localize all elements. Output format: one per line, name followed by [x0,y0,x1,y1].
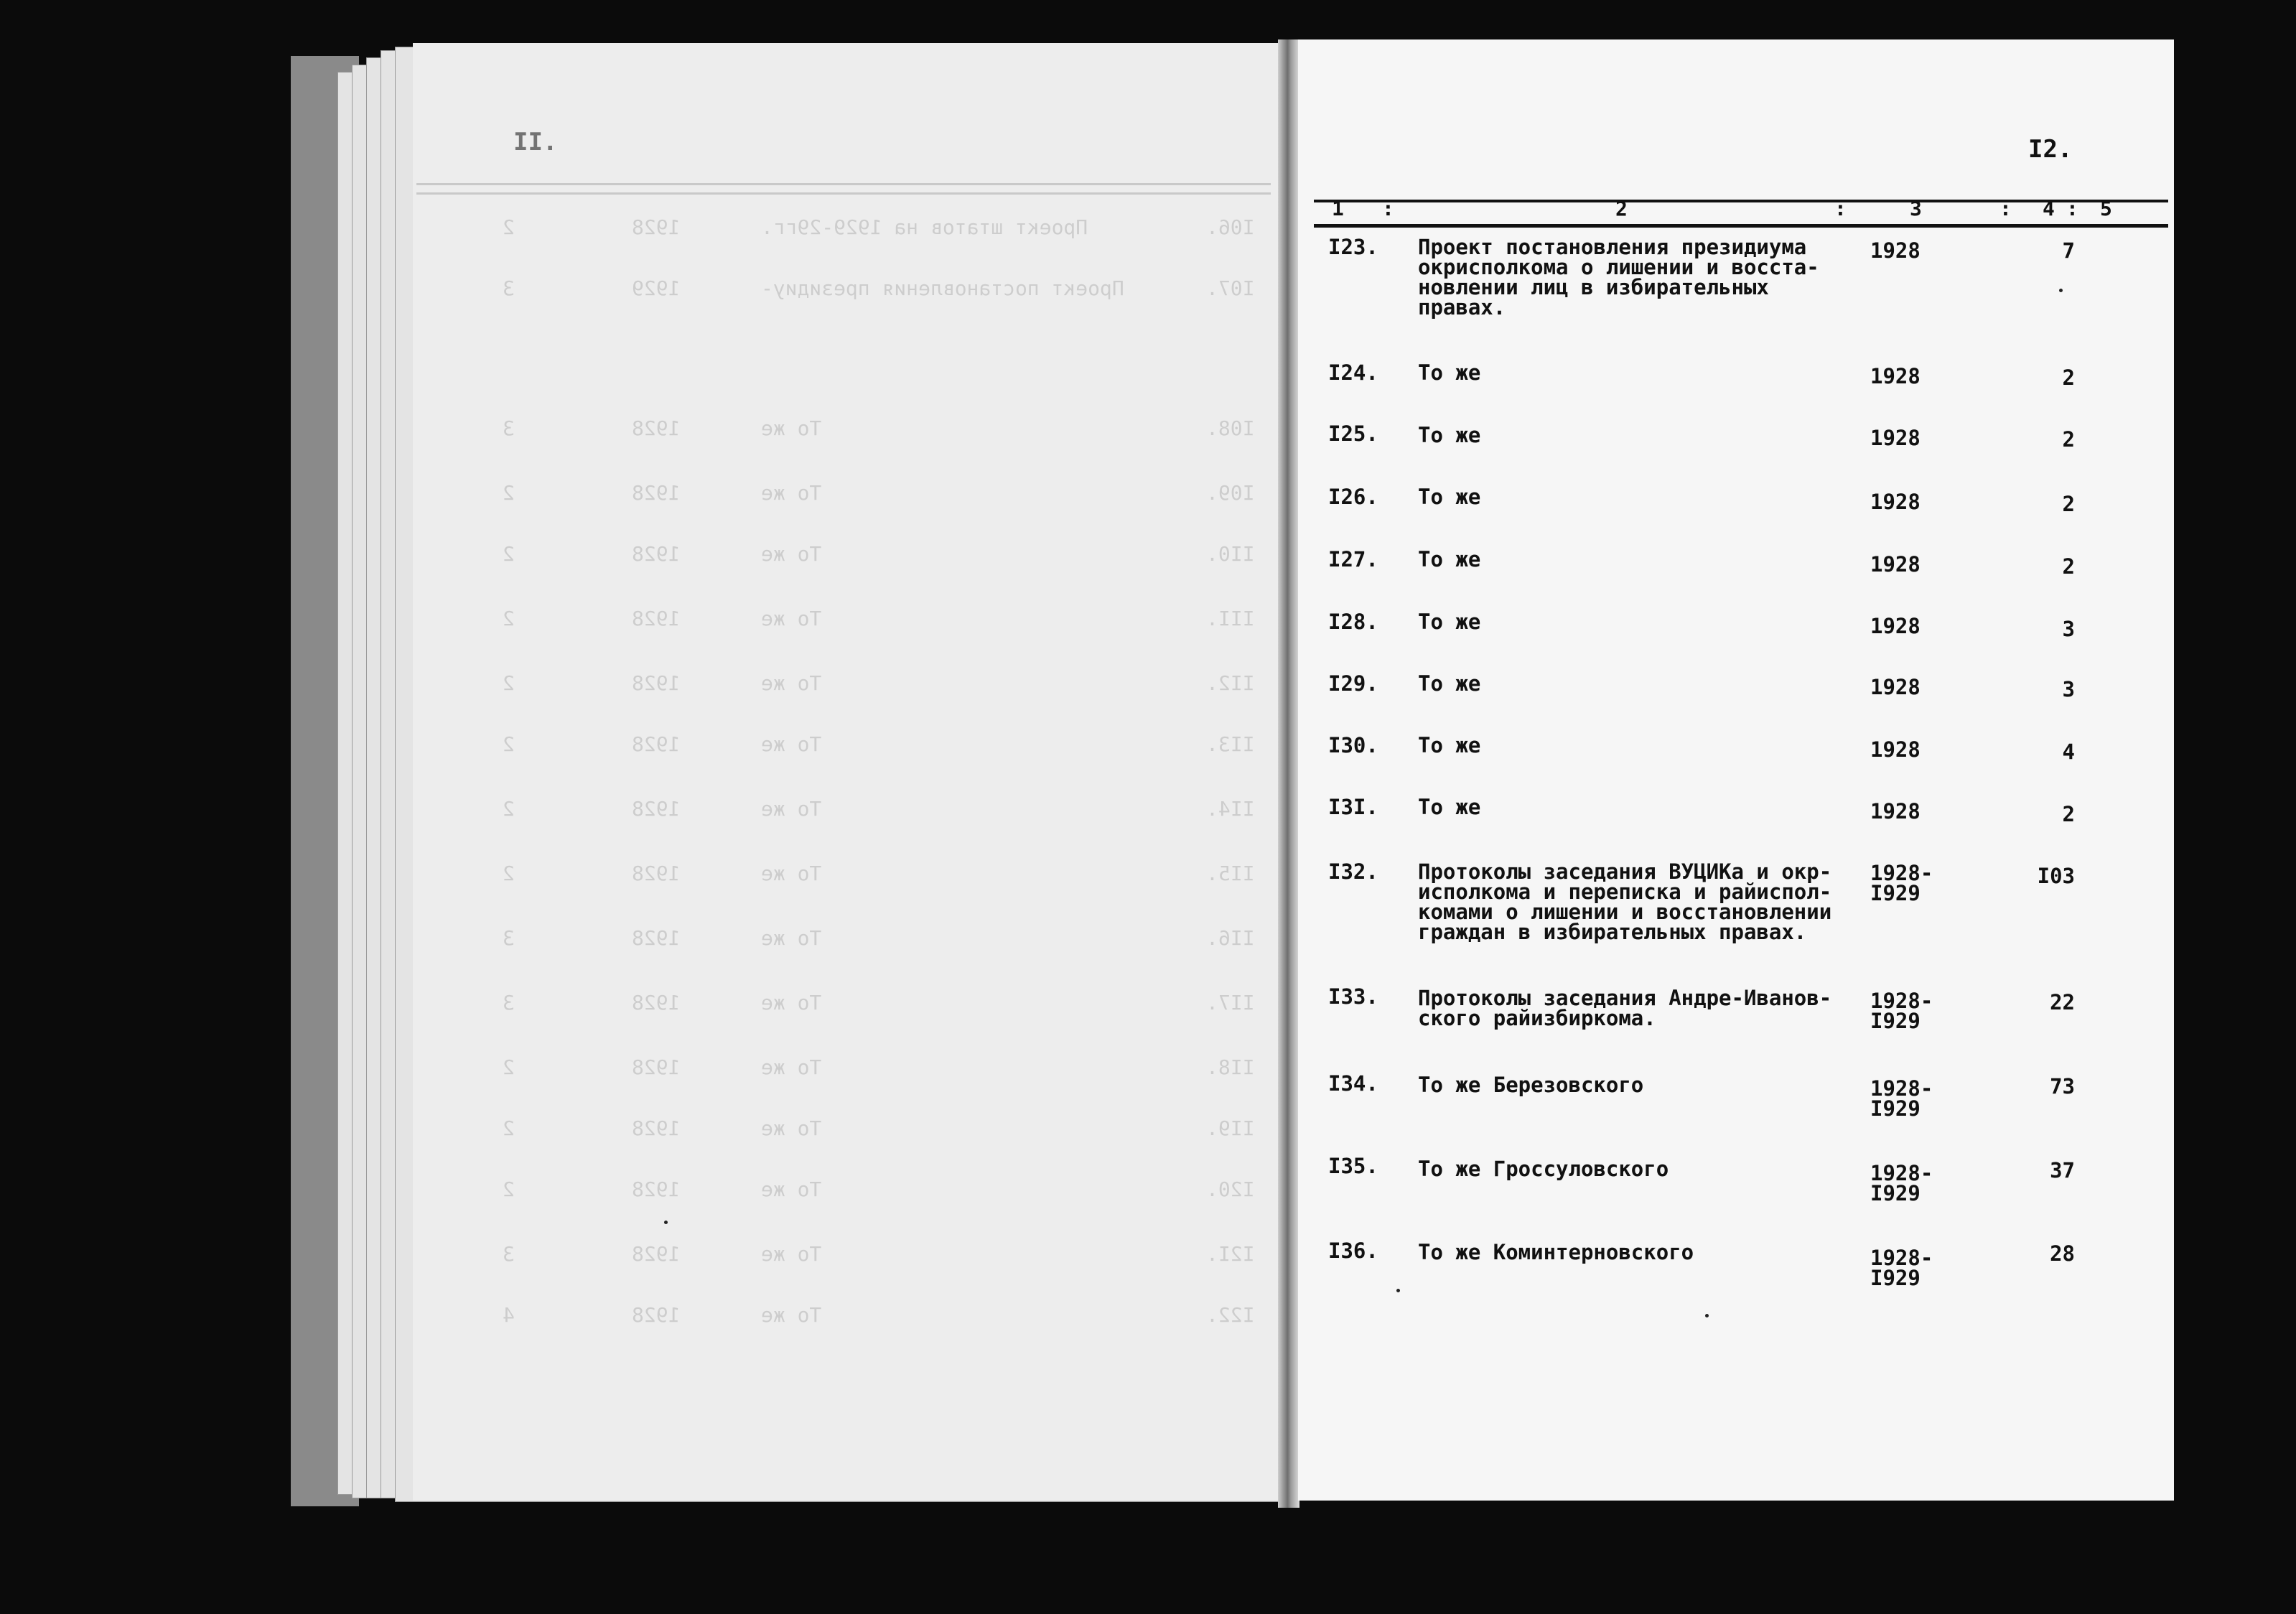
ghost-year: 1928 [632,1242,681,1266]
ghost-no: III. [1206,607,1255,630]
ghost-year: 1928 [632,481,681,505]
ghost-no: II8. [1206,1055,1255,1079]
row-years: 1928- I929 [1870,861,1933,905]
row-title: То же [1418,795,1481,819]
paper-speck [1705,1314,1709,1317]
ghost-year: 1928 [632,862,681,885]
right-page-number: I2. [2028,135,2073,164]
ghost-year: 1928 [632,991,681,1014]
ghost-year: 1928 [632,607,681,630]
ghost-year: 1928 [632,1303,681,1327]
ghost-title: То же [761,1242,822,1266]
ghost-no: I06. [1206,215,1255,239]
row-years: 1928 [1870,614,1921,638]
ghost-title: То же [761,1116,822,1140]
ghost-title: То же [761,1177,822,1201]
row-number: I36. [1328,1239,1378,1263]
paper-speck [1396,1289,1400,1292]
row-number: I26. [1328,485,1378,509]
row-title: То же [1418,485,1481,509]
row-sheet-count: 2 [2062,802,2075,826]
row-number: I33. [1328,984,1378,1009]
row-title: Протоколы заседания Андре-Иванов- ского райизбиркома. [1418,986,1832,1030]
book-gutter [1278,39,1299,1508]
ghost-year: 1929 [632,276,681,300]
ghost-sheets: 3 [503,926,515,950]
ghost-sheets: 3 [503,1242,515,1266]
row-number: I30. [1328,733,1378,757]
ghost-title: То же [761,1055,822,1079]
row-number: I23. [1328,235,1378,259]
ghost-sheets: 4 [503,1303,515,1327]
ghost-sheets: 2 [503,1177,515,1201]
ghost-year: 1928 [632,926,681,950]
col-header-3: 3 [1910,197,1922,220]
col-header-4: 4 [2043,197,2055,220]
ghost-title: Проект постановления президиу- [761,276,1124,300]
ghost-year: 1928 [632,416,681,440]
row-number: I35. [1328,1154,1378,1178]
row-sheet-count: 37 [2050,1158,2075,1182]
row-years: 1928 [1870,490,1921,514]
ghost-title: То же [761,926,822,950]
row-title: То же [1418,423,1481,447]
row-number: I25. [1328,421,1378,446]
ghost-sheets: 2 [503,1055,515,1079]
header-rule-bottom [1314,224,2168,228]
row-sheet-count: 73 [2050,1074,2075,1098]
ghost-year: 1928 [632,1177,681,1201]
ghost-no: I20. [1206,1177,1255,1201]
ghost-title: То же [761,991,822,1014]
ghost-no: I2I. [1206,1242,1255,1266]
ghost-year: 1928 [632,542,681,566]
ghost-sheets: 2 [503,671,515,695]
row-title: То же [1418,547,1481,572]
left-header-rule [416,183,1271,185]
ghost-title: То же [761,862,822,885]
ghost-no: II4. [1206,797,1255,821]
row-title: То же [1418,733,1481,757]
col-separator: : [1834,197,1847,220]
row-number: I29. [1328,671,1378,696]
left-page [413,43,1285,1501]
row-years: 1928- I929 [1870,989,1933,1033]
row-title: То же [1418,360,1481,385]
row-title: То же Гроссуловского [1418,1157,1669,1181]
ghost-year: 1928 [632,732,681,756]
row-years: 1928- I929 [1870,1076,1933,1121]
row-title: Проект постановления президиума окрисполкома о лишении и восста- новлении лиц в избирательных правах. [1418,235,1819,319]
ghost-sheets: 2 [503,862,515,885]
left-header-rule [416,192,1271,195]
ghost-year: 1928 [632,797,681,821]
row-years: 1928 [1870,675,1921,699]
ghost-no: II6. [1206,926,1255,950]
ghost-title: То же [761,542,822,566]
ghost-title: То же [761,671,822,695]
row-number: I34. [1328,1071,1378,1096]
ghost-no: I08. [1206,416,1255,440]
col-header-5: 5 [2100,197,2112,220]
row-number: I28. [1328,610,1378,634]
ghost-sheets: 3 [503,276,515,300]
col-separator: : [2066,197,2078,220]
header-rule-top [1314,200,2168,202]
row-sheet-count: 2 [2062,554,2075,579]
row-years: 1928 [1870,552,1921,577]
ghost-title: То же [761,607,822,630]
paper-speck [2059,289,2063,292]
row-number: I3I. [1328,795,1378,819]
ghost-sheets: 2 [503,481,515,505]
left-page-number: II. [513,128,558,157]
ghost-sheets: 2 [503,732,515,756]
row-years: 1928 [1870,426,1921,450]
row-years: 1928- I929 [1870,1246,1933,1290]
col-header-2: 2 [1615,197,1628,220]
row-years: 1928 [1870,238,1921,263]
row-title: То же Коминтерновского [1418,1240,1694,1264]
row-years: 1928 [1870,799,1921,824]
ghost-no: I07. [1206,276,1255,300]
ghost-year: 1928 [632,1116,681,1140]
ghost-no: II3. [1206,732,1255,756]
row-sheet-count: 7 [2062,238,2075,263]
ghost-sheets: 2 [503,542,515,566]
row-sheet-count: 22 [2050,990,2075,1014]
row-sheet-count: 28 [2050,1241,2075,1266]
ghost-sheets: 2 [503,1116,515,1140]
row-title: Протоколы заседания ВУЦИКа и окр- исполкома и переписка и райиспол- комами о лишении и восстановлении граждан в избирательных правах. [1418,859,1832,944]
row-sheet-count: 4 [2062,740,2075,764]
ghost-sheets: 3 [503,416,515,440]
row-title: То же Березовского [1418,1073,1644,1097]
ghost-title: То же [761,797,822,821]
row-sheet-count: 2 [2062,427,2075,452]
row-number: I32. [1328,859,1378,884]
row-sheet-count: 2 [2062,492,2075,516]
ghost-year: 1928 [632,1055,681,1079]
ghost-title: То же [761,732,822,756]
col-separator: : [1382,197,1394,220]
col-header-1: 1 [1332,197,1344,220]
row-years: 1928 [1870,364,1921,388]
ghost-title: Проект штатов на 1929-29гг. [761,215,1088,239]
paper-speck [664,1221,668,1224]
ghost-title: То же [761,1303,822,1327]
ghost-sheets: 3 [503,991,515,1014]
ghost-no: II0. [1206,542,1255,566]
row-sheet-count: I03 [2037,864,2075,888]
row-number: I27. [1328,547,1378,572]
ghost-title: То же [761,416,822,440]
ghost-no: I09. [1206,481,1255,505]
row-sheet-count: 3 [2062,677,2075,701]
row-number: I24. [1328,360,1378,385]
ghost-sheets: 2 [503,797,515,821]
ghost-no: II2. [1206,671,1255,695]
row-years: 1928 [1870,737,1921,762]
row-title: То же [1418,671,1481,696]
row-years: 1928- I929 [1870,1161,1933,1205]
ghost-sheets: 2 [503,607,515,630]
ghost-no: II7. [1206,991,1255,1014]
ghost-title: То же [761,481,822,505]
ghost-year: 1928 [632,671,681,695]
row-sheet-count: 3 [2062,617,2075,641]
row-sheet-count: 2 [2062,365,2075,390]
ghost-year: 1928 [632,215,681,239]
ghost-no: II9. [1206,1116,1255,1140]
ghost-no: II5. [1206,862,1255,885]
col-separator: : [1999,197,2012,220]
ghost-sheets: 2 [503,215,515,239]
ghost-no: I22. [1206,1303,1255,1327]
row-title: То же [1418,610,1481,634]
